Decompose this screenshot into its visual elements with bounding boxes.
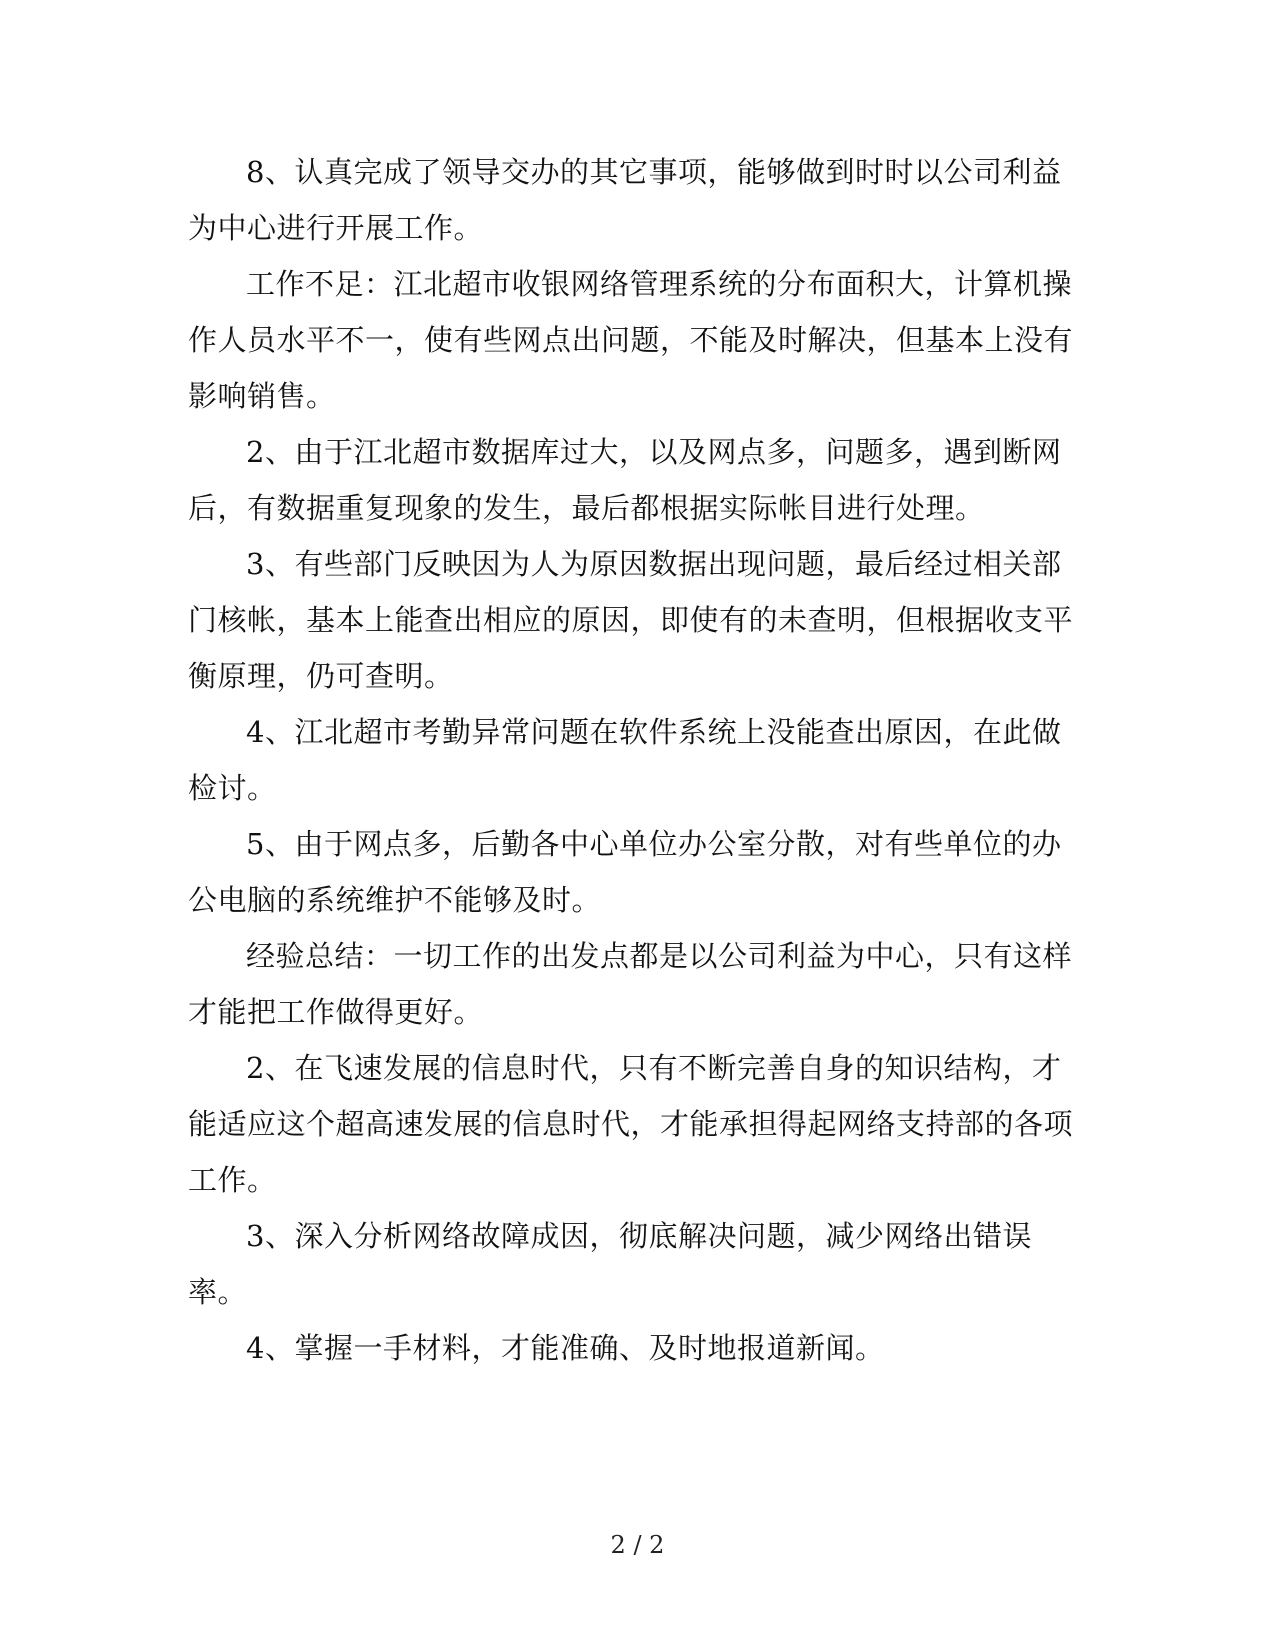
paragraph-work-shortcomings: 工作不足：江北超市收银网络管理系统的分布面积大，计算机操作人员水平不一，使有些网点出问题，不能及时解决，但基本上没有影响销售。 (188, 267, 1074, 413)
paragraph-item-8-other-tasks: 8、认真完成了领导交办的其它事项，能够做到时时以公司利益为中心进行开展工作。 (188, 155, 1062, 245)
document-body (188, 144, 1088, 1376)
paragraph-experience-summary: 经验总结：一切工作的出发点都是以公司利益为中心，只有这样才能把工作做得更好。 (188, 939, 1073, 1029)
paragraph-shortcoming-2: 2、由于江北超市数据库过大，以及网点多，问题多，遇到断网后，有数据重复现象的发生，最后都根据实际帐目进行处理。 (188, 435, 1062, 525)
paragraph-shortcoming-5: 5、由于网点多，后勤各中心单位办公室分散，对有些单位的办公电脑的系统维护不能够及时。 (188, 827, 1062, 917)
paragraph-shortcoming-3: 3、有些部门反映因为人为原因数据出现问题，最后经过相关部门核帐，基本上能查出相应的原因，即使有的未查明，但根据收支平衡原理，仍可查明。 (188, 547, 1074, 693)
paragraph-experience-3: 3、深入分析网络故障成因，彻底解决问题，减少网络出错误率。 (188, 1219, 1032, 1309)
paragraph-experience-4: 4、掌握一手材料，才能准确、及时地报道新闻。 (246, 1331, 885, 1365)
paragraph-shortcoming-4: 4、江北超市考勤异常问题在软件系统上没能查出原因，在此做检讨。 (188, 715, 1062, 805)
paragraph-experience-2: 2、在飞速发展的信息时代，只有不断完善自身的知识结构，才能适应这个超高速发展的信息时代，才能承担得起网络支持部的各项工作。 (188, 1051, 1074, 1197)
page-number: 2 / 2 (610, 1531, 665, 1559)
